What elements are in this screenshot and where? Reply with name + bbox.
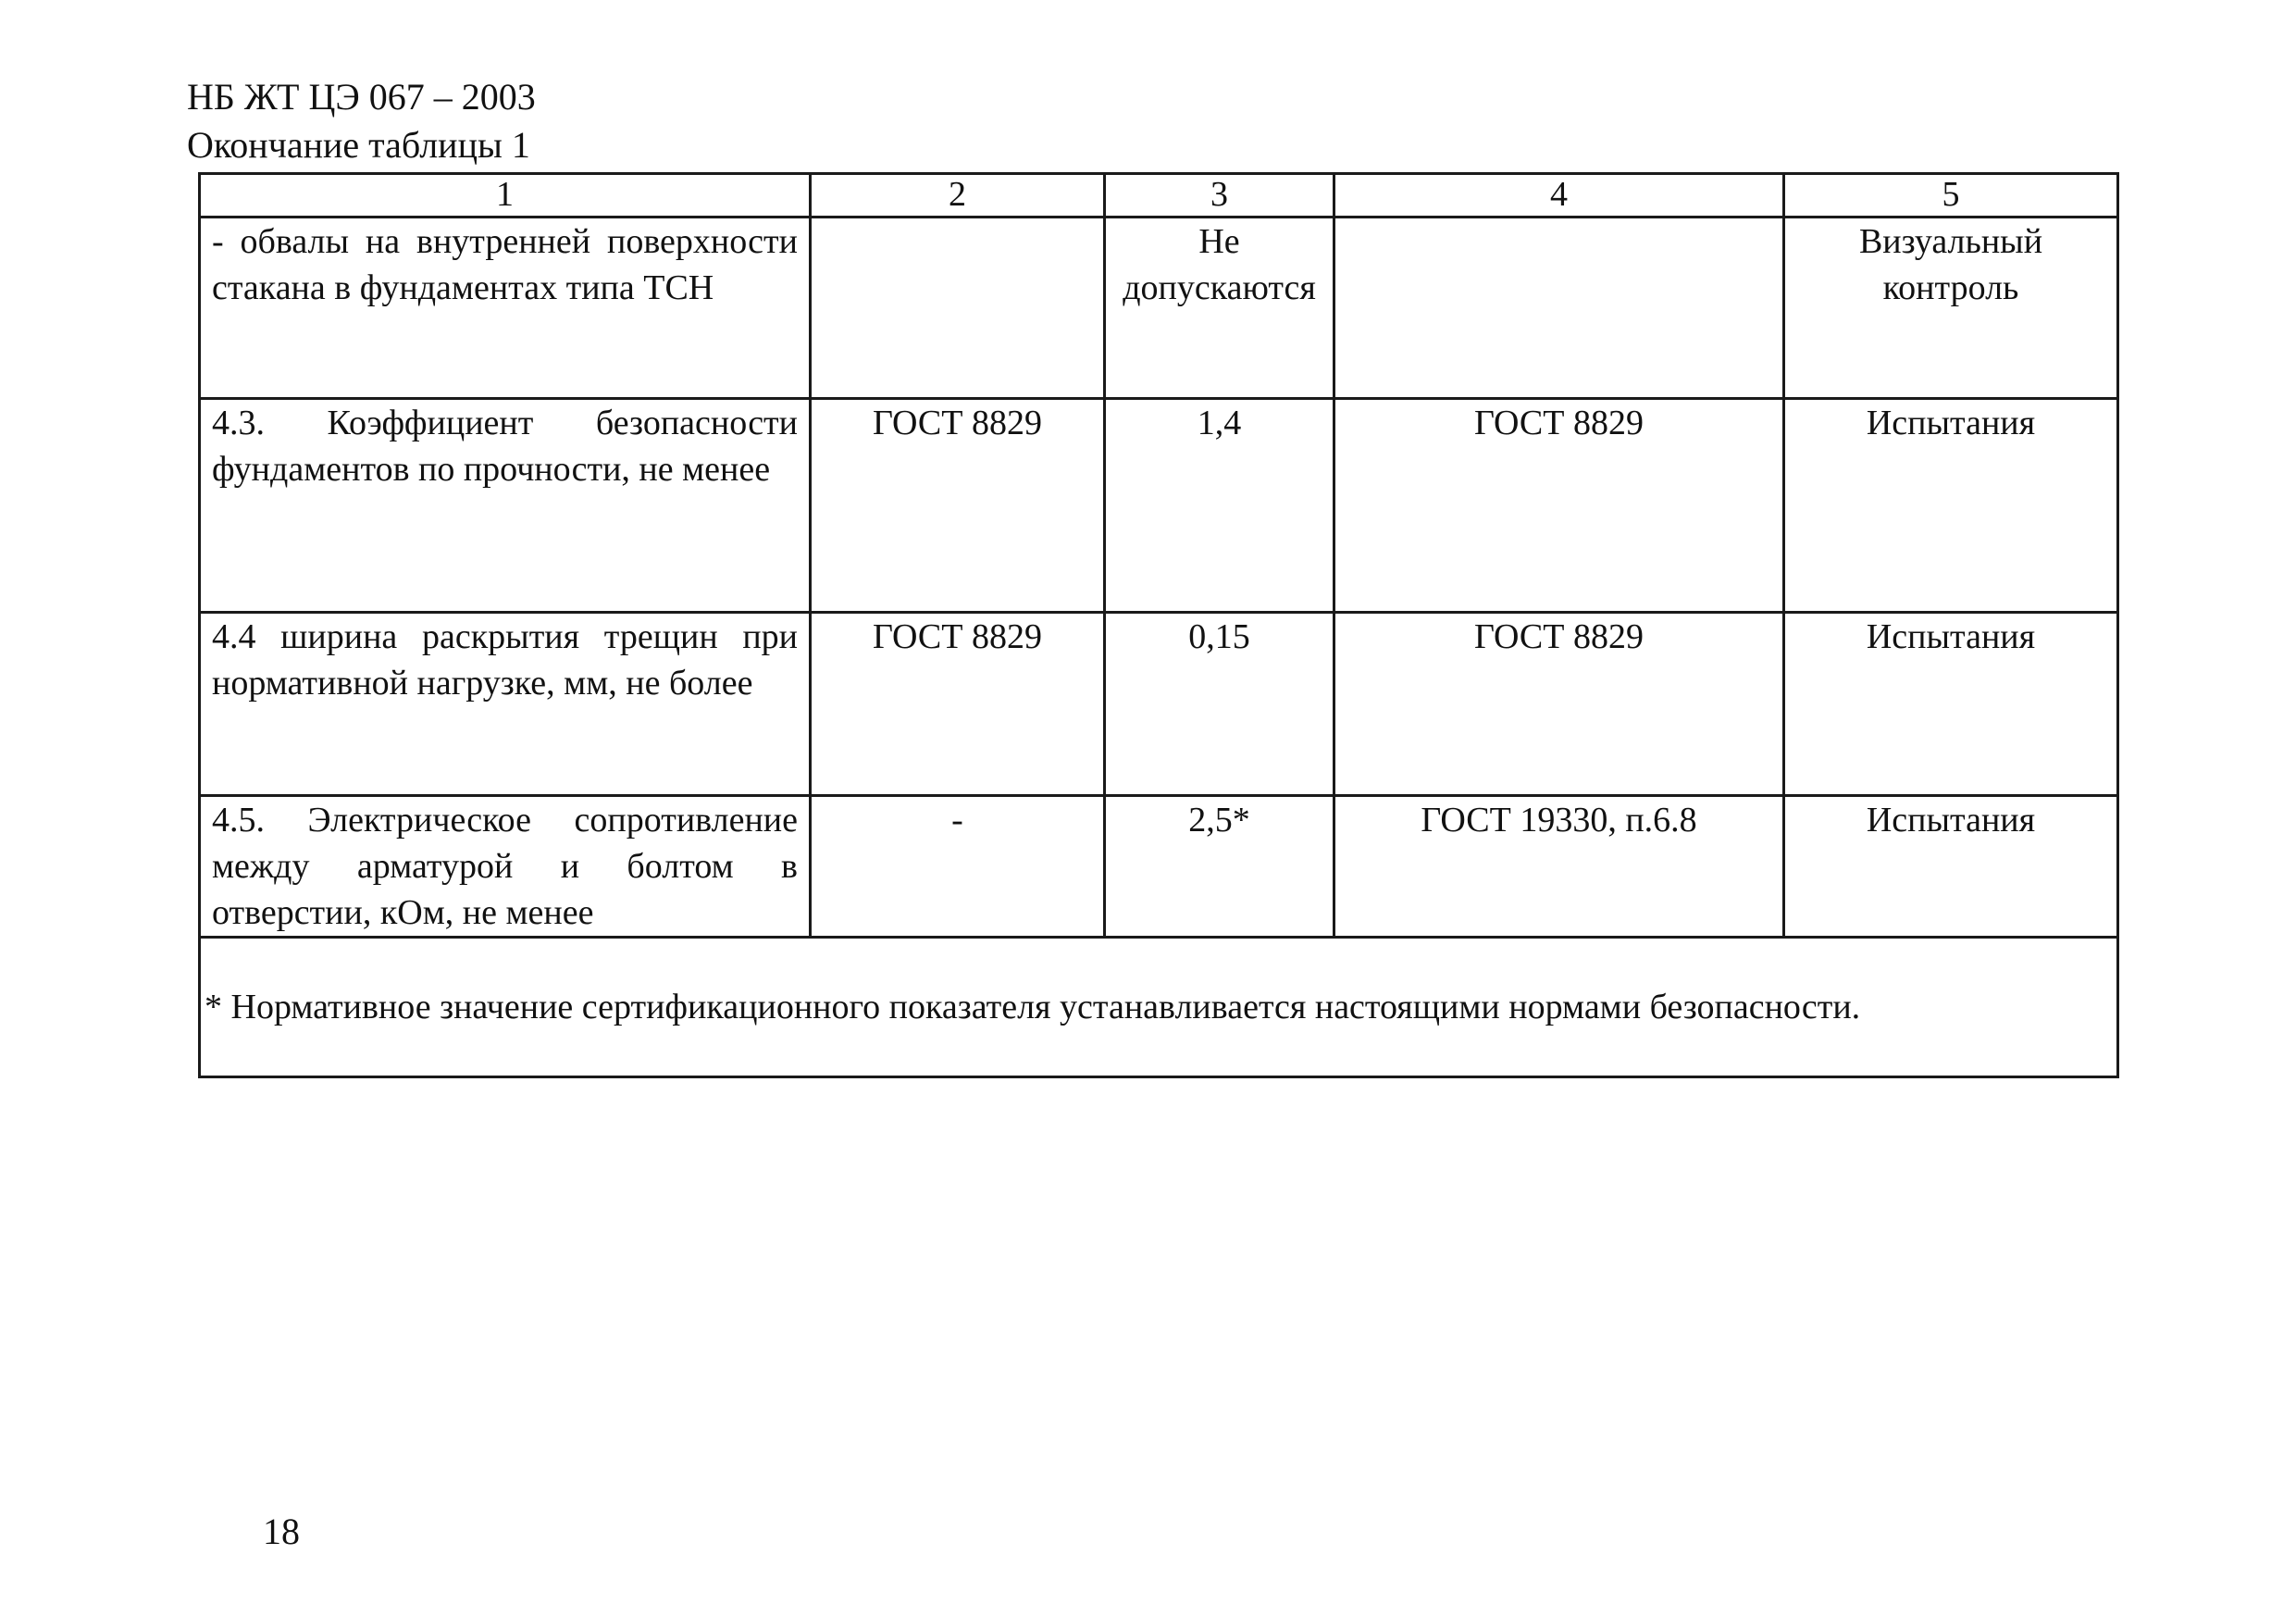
- control-method: Испытания: [1784, 796, 2118, 938]
- normative-value: Не допускаются: [1105, 218, 1334, 399]
- column-number-1: 1: [200, 174, 811, 218]
- test-method-document: ГОСТ 8829: [1334, 613, 1784, 796]
- column-number-4: 4: [1334, 174, 1784, 218]
- control-method: Испытания: [1784, 613, 2118, 796]
- test-method-document: ГОСТ 19330, п.6.8: [1334, 796, 1784, 938]
- column-number-2: 2: [811, 174, 1105, 218]
- column-number-row: [200, 174, 2118, 218]
- column-number-5: 5: [1784, 174, 2118, 218]
- normative-value: 1,4: [1105, 399, 1334, 613]
- requirement-description: 4.4 ширина раскрытия трещин при нормативной нагрузке, мм, не более: [200, 613, 811, 796]
- table-footnote: * Нормативное значение сертификационного показателя устанавливается настоящими нормами безопасности.: [200, 938, 2118, 1077]
- requirement-description: 4.3. Коэффициент безопасности фундаментов по прочности, не менее: [200, 399, 811, 613]
- control-method: Испытания: [1784, 399, 2118, 613]
- table-caption: Окончание таблицы 1: [187, 124, 530, 166]
- normative-document: ГОСТ 8829: [811, 399, 1105, 613]
- normative-value: 0,15: [1105, 613, 1334, 796]
- document-code: НБ ЖТ ЦЭ 067 – 2003: [187, 76, 536, 118]
- requirements-table: [198, 172, 2119, 1078]
- normative-document: ГОСТ 8829: [811, 613, 1105, 796]
- table-row: [200, 613, 2118, 796]
- table-row: [200, 218, 2118, 399]
- page-number: 18: [263, 1511, 300, 1552]
- normative-document: [811, 218, 1105, 399]
- normative-document: -: [811, 796, 1105, 938]
- test-method-document: [1334, 218, 1784, 399]
- table-row: [200, 399, 2118, 613]
- control-method: Визуальный контроль: [1784, 218, 2118, 399]
- normative-value: 2,5*: [1105, 796, 1334, 938]
- column-number-3: 3: [1105, 174, 1334, 218]
- table-row: [200, 796, 2118, 938]
- test-method-document: ГОСТ 8829: [1334, 399, 1784, 613]
- requirement-description: - обвалы на внутренней поверхности стакана в фундаментах типа ТСН: [200, 218, 811, 399]
- footnote-row: [200, 938, 2118, 1077]
- requirement-description: 4.5. Электрическое сопротивление между арматурой и болтом в отверстии, кОм, не менее: [200, 796, 811, 938]
